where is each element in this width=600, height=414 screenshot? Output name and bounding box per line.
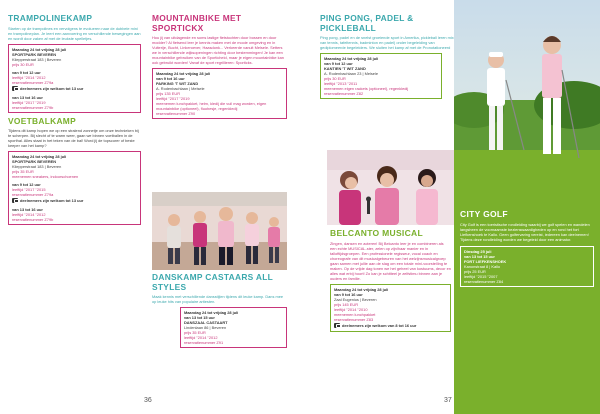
voetbal-intro: Tijdens dit kamp hopen we op een stralend zonnetje om onze technieken bij te scherpen. Bij slecht of te warm weer, gaan we binnen voetballen in de sporthal. Alles staat in het teken van de bal! Word jij de topscorer of beste keeper van het kamp? bbox=[8, 128, 139, 148]
trampoline-venue: SPORTPARK BEVEREN bbox=[12, 51, 57, 57]
dans-age: leeftijd "2014 "2012 bbox=[184, 335, 218, 340]
bus-icon bbox=[12, 198, 18, 203]
trampoline-address: Kliepperstraat 183 | Beveren bbox=[12, 56, 62, 62]
voetbal-price: prijs 35 EUR bbox=[12, 169, 34, 174]
mtb-info-box bbox=[152, 68, 287, 119]
golf-price: prijs 25 EUR bbox=[464, 268, 486, 274]
mtb-intro: Hou jij van uitdagende en soms lastige fietstochten door bossen en door modder? Al fietsend leer je kennis maken met de mooie omgeving en in Vulterije, Bucht, Linkeroever, Haasdonk... Verkeerde vanuit Melsele. Setters we in verschillende wijksopeningen richting door bestemmingen! Je kan een mountainbike gebruiken van de Sporticheid, maar je eigen mountainbike kan ook gebruikt worden! Vanaf de sport regrillieren: Sporticks. bbox=[152, 35, 284, 65]
ping-date: Maandag 24 tot vrijdag 28 juli bbox=[324, 56, 379, 61]
ping-res: reservatienummer Z82 bbox=[324, 91, 364, 96]
mtb-age: leeftijd "2017 "2019 bbox=[156, 96, 190, 101]
voetbal-extra: meenemen sneakers, indoorschoenen bbox=[12, 174, 79, 179]
belcanto-res: reservatienummer Z83 bbox=[334, 316, 374, 322]
voetbal-group1-res: reservatienummer Z79a bbox=[12, 192, 54, 197]
golf-res: reservatienummer Z84 bbox=[464, 278, 504, 284]
bus-icon bbox=[12, 86, 18, 91]
dans-time: van 13 tot 15 uur bbox=[184, 315, 215, 320]
mtb-date: Maandag 24 tot vrijdag 28 juli bbox=[156, 71, 211, 76]
golf-info-box bbox=[460, 246, 594, 287]
belcanto-bring: meenemen lunchpakket bbox=[334, 311, 376, 317]
belcanto-venue: Zaal Eugenius | Beveren bbox=[334, 296, 377, 302]
belcanto-badge: deelnemers zijn welkom van 8 tot 16 uur bbox=[334, 323, 447, 328]
voetbal-info-box bbox=[8, 151, 141, 225]
ping-time: van 9 tot 12 uur bbox=[324, 61, 353, 66]
belcanto-price: prijs 145 EUR bbox=[334, 301, 359, 307]
belcanto-title: BELCANTO MUSICAL bbox=[330, 228, 423, 238]
belcanto-date: Maandag 24 tot vrijdag 28 juli bbox=[334, 286, 389, 292]
dans-title: DANSKAMP CASTAARS ALL STYLES bbox=[152, 272, 273, 292]
golf-age: leeftijd "2015 "2007 bbox=[464, 273, 498, 279]
mtb-price: prijs 135 EUR bbox=[156, 91, 181, 96]
trampoline-group1-res: reservatienummer Z79a bbox=[12, 79, 54, 85]
ping-price: prijs 30 EUR bbox=[324, 76, 346, 81]
trampoline-title: TRAMPOLINEKAMP bbox=[8, 13, 93, 23]
trampoline-badge: deelnemers zijn welkom tot 13 uur bbox=[12, 86, 137, 91]
page-number-right: 37 bbox=[444, 397, 452, 404]
golf-title: CITY GOLF bbox=[460, 209, 508, 219]
voetbal-group1-time: van 9 tot 12 uur bbox=[12, 182, 41, 187]
trampoline-price: prijs 30 EUR bbox=[12, 61, 34, 67]
mtb-res: reservatienummer Z90 bbox=[156, 111, 196, 116]
ping-info-box bbox=[320, 53, 442, 99]
voetbal-group1-age: leeftijd "2017 "2015 bbox=[12, 187, 46, 192]
belcanto-time: van 9 tot 16 uur bbox=[334, 291, 363, 297]
dans-res: reservatienummer Z91 bbox=[184, 340, 224, 345]
voetbal-title: VOETBALKAMP bbox=[8, 115, 76, 126]
voetbal-date: Maandag 24 tot vrijdag 28 juli bbox=[12, 154, 67, 159]
ping-intro: Ping pong, padel en de snelst groeiende sport in Amerika, pickleball leren mix van tennis, tafeltennis, badminton en padel) onder begeleiding van gediplomeerde begeleiders. We sluiten het kamp af met de Pronotationeerd bbox=[320, 35, 454, 50]
mtb-title: MOUNTAINBIKE MET SPORTICKX bbox=[152, 13, 242, 33]
voetbal-venue: SPORTPARK BEVEREN bbox=[12, 159, 57, 164]
mtb-address: A. Rodenbachlaan | Melsele bbox=[156, 86, 205, 91]
ping-venue: KANTIEN 'T WIT ZAND bbox=[324, 66, 366, 71]
voetbal-badge: deelnemers zijn welkom tot 13 uur bbox=[12, 198, 137, 203]
dance-photo bbox=[152, 192, 287, 270]
belcanto-age: leeftijd "2014 "2010 bbox=[334, 306, 368, 312]
voetbal-group2-time: van 13 tot 16 uur bbox=[12, 207, 43, 212]
ping-section bbox=[320, 14, 454, 103]
mtb-venue: PARKING 'T WIT ZAND bbox=[156, 81, 199, 86]
trampoline-info-box bbox=[8, 44, 141, 113]
dans-date: Maandag 24 tot vrijdag 28 juli bbox=[184, 310, 239, 315]
belcanto-section bbox=[327, 225, 454, 414]
mtb-time: van 9 tot 16 uur bbox=[156, 76, 185, 81]
dans-venue: DANSZAAL CASTAART bbox=[184, 320, 228, 325]
dans-price: prijs 35 EUR bbox=[184, 330, 206, 335]
golf-section bbox=[454, 205, 600, 414]
bus-icon bbox=[334, 323, 340, 328]
trampoline-section bbox=[8, 14, 141, 229]
ping-title: PING PONG, PADEL & PICKLEBALL bbox=[320, 13, 414, 33]
trampoline-group1-age: leeftijd "2014 "2012 bbox=[12, 74, 46, 80]
golf-intro: City Golf is een toeristische rondleiding waarbij we golf spelen en wandelen langsheen de voornaamste bezienswaardigheden op en rond het fort Liefkenshoek te Kallo. Geen golfervaring vereist, iedereen kan deelnemen! Tijdens deze rondleiding worden we begeleid door een animator. bbox=[460, 221, 590, 242]
ping-bring: meenemen eigen rackets (optioneel), regenkledij bbox=[324, 86, 409, 91]
dans-info-box bbox=[180, 307, 287, 348]
voetbal-group2-age: leeftijd "2014 "2012 bbox=[12, 212, 46, 217]
golf-address: Kanonstraat 8 | Kallo bbox=[464, 263, 501, 269]
trampoline-group1-time: van 9 tot 12 uur bbox=[12, 69, 41, 75]
dans-section bbox=[152, 273, 287, 352]
ping-age: leeftijd "2013 "2011 bbox=[324, 81, 358, 86]
golf-venue: FORT LIEFKENSHOEK bbox=[464, 258, 507, 264]
music-photo bbox=[327, 150, 454, 225]
voetbal-group2-res: reservatienummer Z79b bbox=[12, 217, 54, 222]
trampoline-group2-age: leeftijd "2017 "2019 bbox=[12, 99, 46, 105]
belcanto-info-box bbox=[330, 284, 451, 332]
dans-address: Lindenlaan 86 | Beveren bbox=[184, 325, 227, 330]
trampoline-date: Maandag 24 tot vrijdag 28 juli bbox=[12, 46, 67, 52]
belcanto-intro: Zingen, dansen en acteren! Bij Belcanto leer je en combineren als een echte MUSICAL-ster, zelen op zijn/haar manier en in talloftijdsgroepen. Een professionele regisseur, vocal coach en choreografe van dit musicalgebeuren van het welzijnsmusicalgroep gaan samen met jullie aan de slag om een totale mini-voorstelling te maken. Op de vrijde dag tonen we het geheel van kostuums, decor en alles wat erbij hoort! Zo kan je schitteel je zelfstimu binnen aan je ouders en familie. bbox=[330, 240, 451, 281]
mtb-bring: meenemen lunchpakket, helm, kledij die vuil mag worden, eigen mountainbike (optioneel), fluohesje, regenkledij bbox=[156, 101, 267, 111]
dans-intro: Maak kennis met verschillende dansstijlen tijdens dit leuke kamp. Dans mee op leuke hits van populaire artiesten. bbox=[152, 294, 284, 304]
trampoline-group2-time: van 13 tot 16 uur bbox=[12, 94, 43, 100]
trampoline-group2-res: reservatienummer Z79b bbox=[12, 104, 54, 110]
page-number-left: 36 bbox=[144, 397, 152, 404]
mtb-section bbox=[152, 14, 287, 123]
trampoline-intro: Starten op de trampolines en vervolgens te evolueren naar de dubbele mini en trampolineplan. Je leert een aanvoering en verschillende bewegingen aan en wordt door zaken af met de leukste spelletjes. bbox=[8, 25, 141, 41]
voetbal-address: Kliepperstraat 183 | Beveren bbox=[12, 164, 62, 169]
golf-photo bbox=[454, 0, 600, 205]
golf-time: van 13 tot 15 uur bbox=[464, 253, 495, 259]
golf-date: Dinsdag 25 juli bbox=[464, 248, 492, 254]
ping-address: A. Rodenbachlaan 23 | Melsele bbox=[324, 71, 379, 76]
